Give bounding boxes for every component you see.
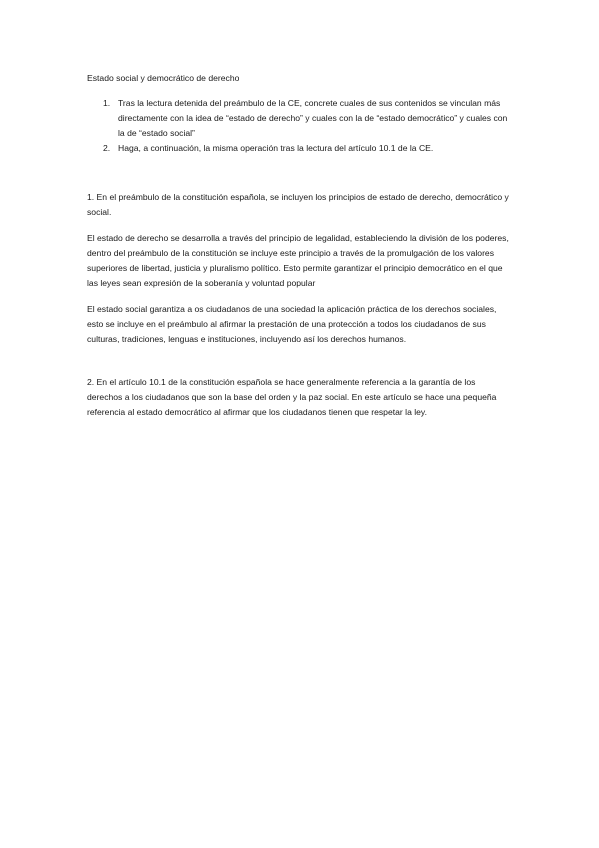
answer-paragraph: El estado social garantiza a os ciudadanos de una sociedad la aplicación práctica de los derechos sociales, esto se incluye en el preámbulo al afirmar la prestación de una protección a todos los ciudadanos de sus culturas, tradiciones, lenguas e instituciones, incluyendo así los derechos humanos. [87,304,497,344]
question-list [87,96,513,156]
answer-paragraph: El estado de derecho se desarrolla a través del principio de legalidad, estableciendo la división de los poderes, dentro del preámbulo de la constitución se incluye este principio a través de la promulgación de los valores superiores de libertad, justicia y pluralismo político. Esto permite garantizar el principio democrático en el que las leyes sean expresión de la soberanía y voluntad popular [87,233,509,288]
question-text: Haga, a continuación, la misma operación tras la lectura del artículo 10.1 de la CE. [118,143,434,153]
document-title: Estado social y democrático de derecho [87,73,240,83]
question-item [87,141,513,156]
question-text: Tras la lectura detenida del preámbulo de la CE, concrete cuales de sus contenidos se vinculan más directamente con la idea de “estado de derecho” y cuales con la de “estado democrático” y cuales con la de “estado social” [118,98,508,138]
document-body [87,71,513,431]
question-item [87,96,513,141]
question-number: 1. [103,98,111,108]
answer-paragraph: 2. En el artículo 10.1 de la constitución española se hace generalmente referencia a la garantía de los derechos a los ciudadanos que son la base del orden y la paz social. En este artículo se hace una pequeña referencia al estado democrático al afirmar que los ciudadanos tienen que respetar la ley. [87,377,497,417]
question-number: 2. [103,143,111,153]
answer-paragraph: 1. En el preámbulo de la constitución española, se incluyen los principios de estado de derecho, democrático y social. [87,192,509,217]
